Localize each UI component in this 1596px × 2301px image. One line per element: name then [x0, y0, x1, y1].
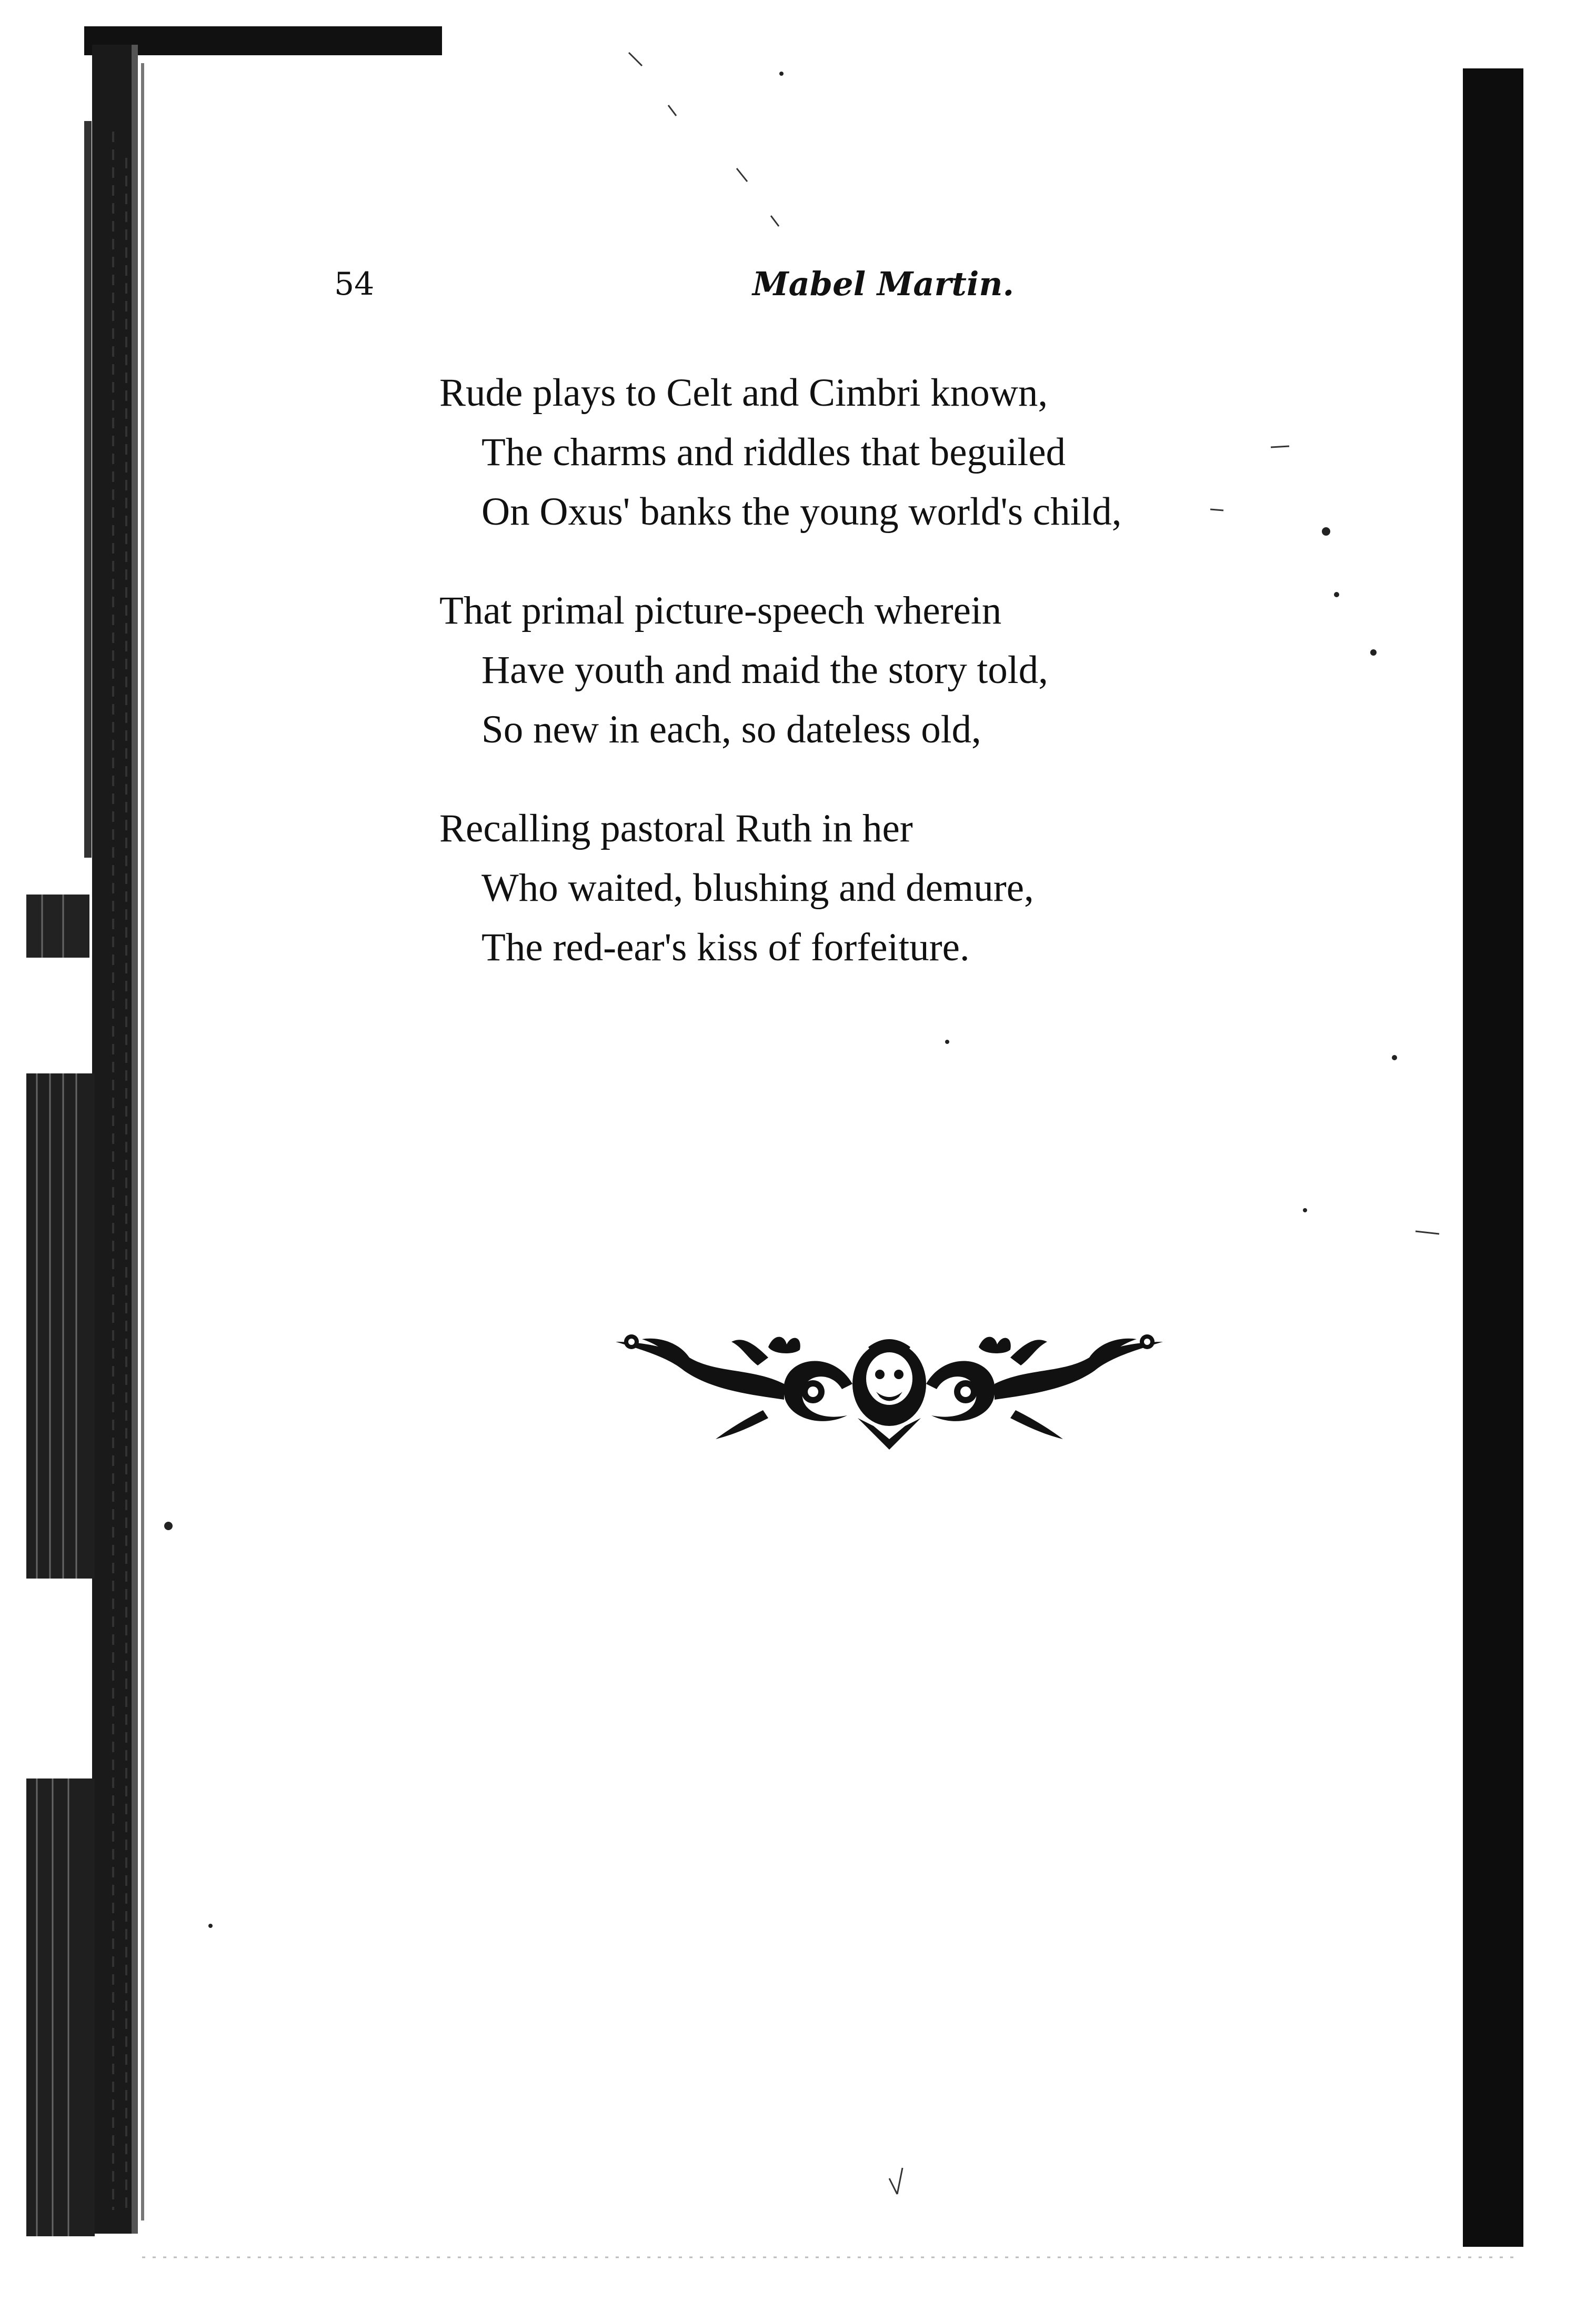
running-title: Mabel Martin. [752, 265, 1015, 303]
poem-body [439, 363, 1308, 1017]
poem-line: Rude plays to Celt and Cimbri known, [439, 371, 1048, 415]
page-number: 54 [334, 266, 375, 303]
right-binding-band [1463, 68, 1523, 2247]
poem-line: So new in each, so dateless old, [481, 708, 981, 751]
tailpiece-ornament-icon [610, 1326, 1168, 1452]
poem-line: That primal picture-speech wherein [439, 589, 1002, 632]
poem-line: Who waited, blushing and demure, [481, 866, 1034, 910]
left-block-1 [26, 895, 89, 958]
stanza-1 [439, 363, 1308, 541]
poem-line: On Oxus' banks the young world's child, [481, 490, 1122, 534]
poem-line: Recalling pastoral Ruth in her [439, 807, 913, 850]
poem-line: The red-ear's kiss of forfeiture. [481, 926, 970, 969]
stanza-2 [439, 581, 1308, 759]
poem-line: Have youth and maid the story told, [481, 648, 1048, 692]
running-header [0, 263, 1596, 305]
poem-line: The charms and riddles that beguiled [481, 430, 1066, 474]
stanza-3 [439, 799, 1308, 977]
